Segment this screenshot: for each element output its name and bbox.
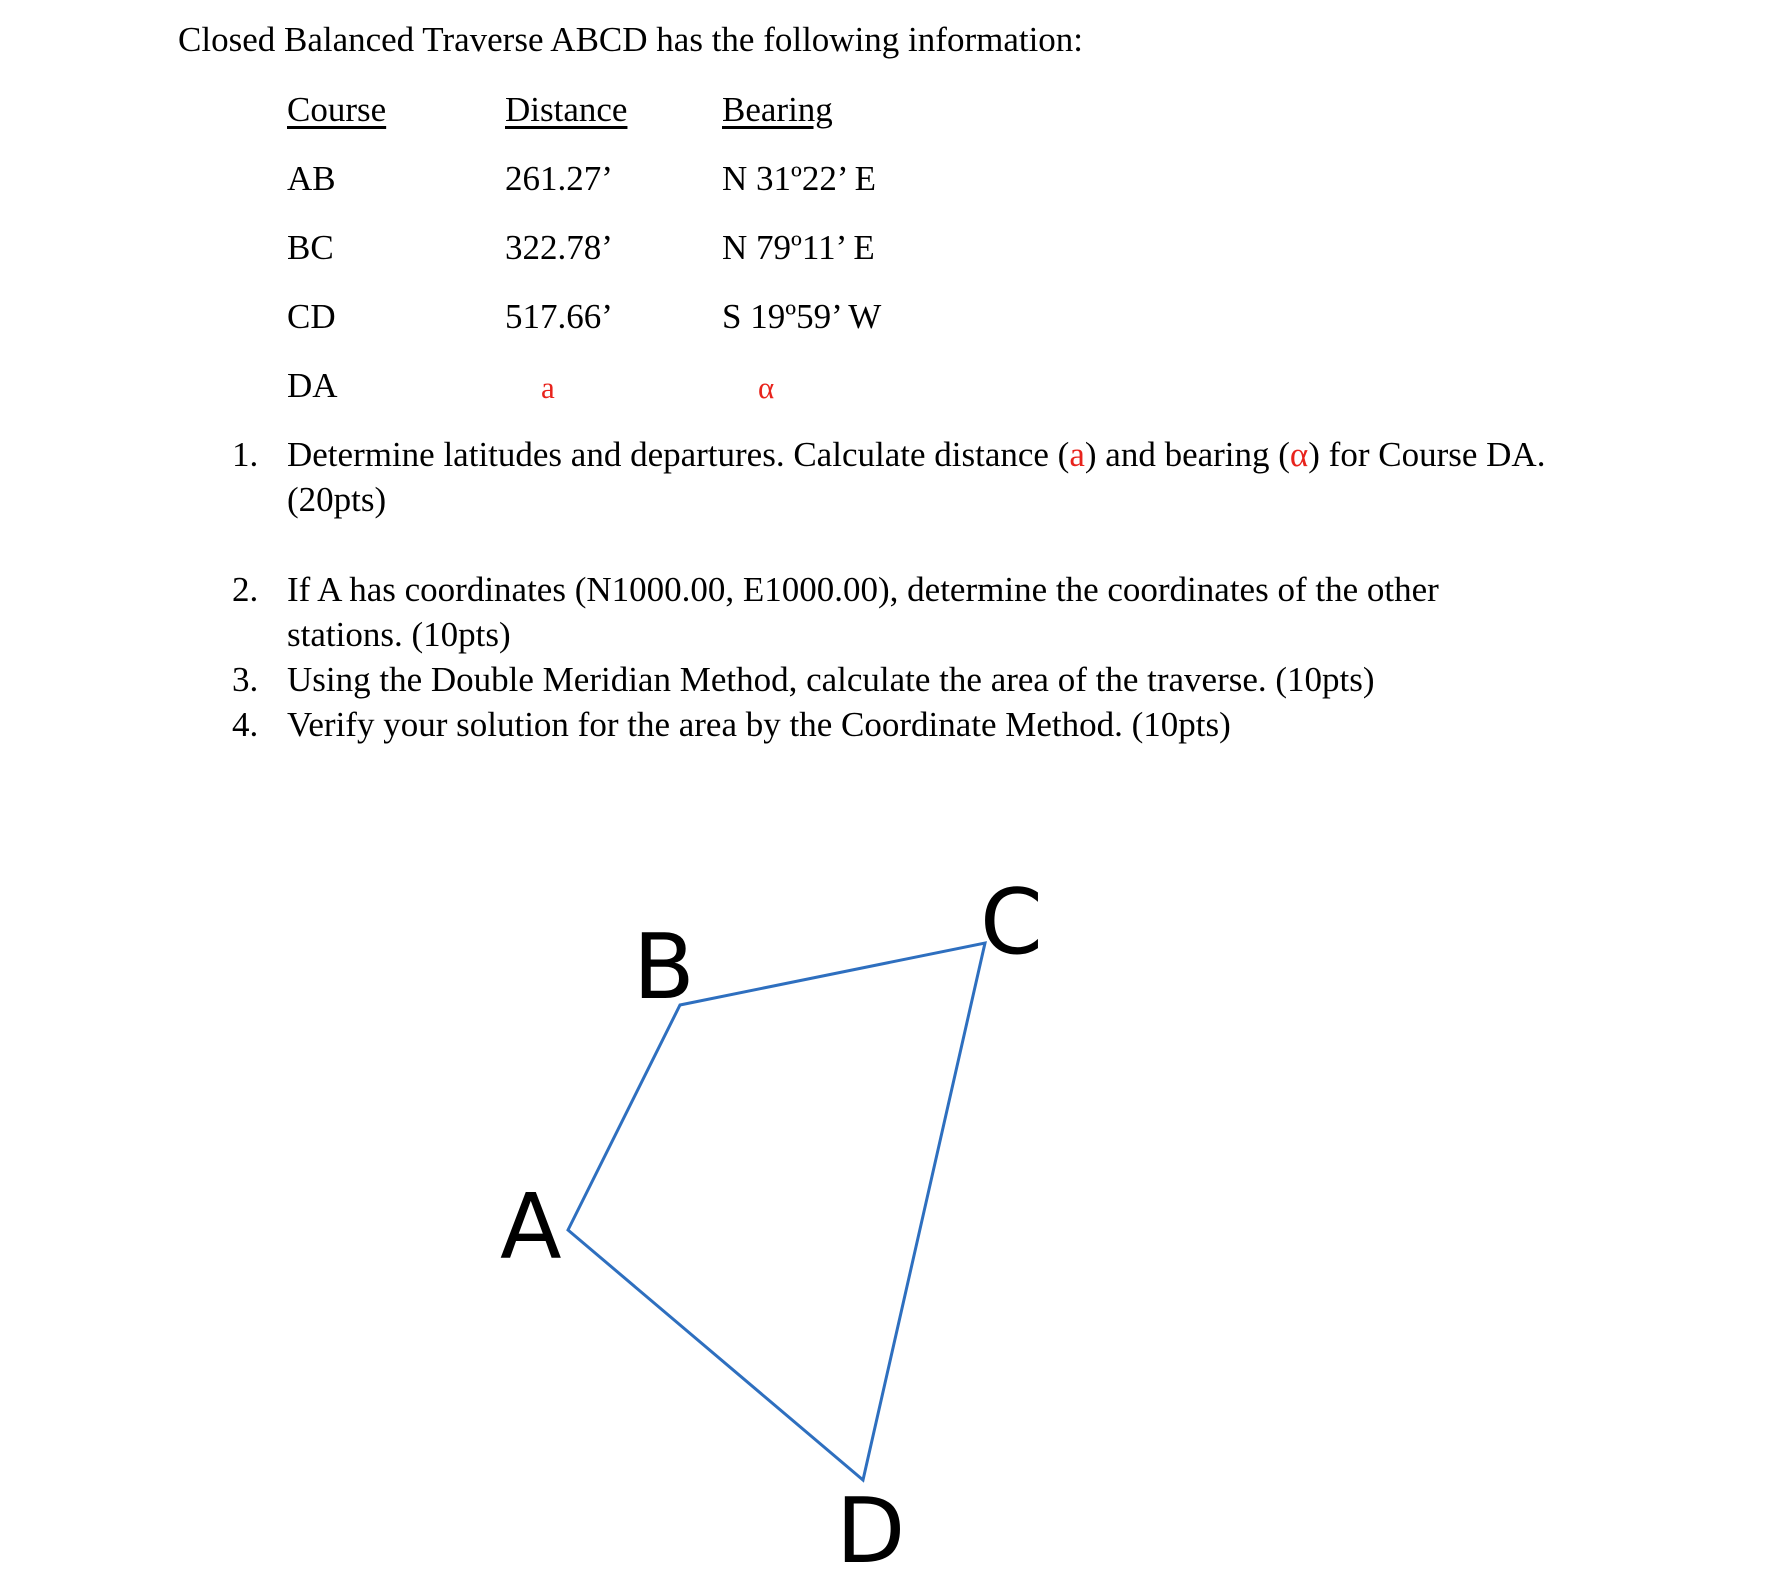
row-cd-course: CD	[287, 297, 336, 336]
header-distance: Distance	[505, 90, 628, 129]
row-ab-course: AB	[287, 159, 336, 198]
question-2-number: 2.	[232, 570, 259, 609]
row-ab-distance: 261.27’	[505, 159, 613, 198]
question-3-text: Using the Double Meridian Method, calculate the area of the traverse. (10pts)	[287, 660, 1375, 699]
header-bearing: Bearing	[722, 90, 833, 129]
vertex-label-d: D	[836, 1479, 906, 1581]
row-da-course: DA	[287, 366, 338, 405]
question-3-number: 3.	[232, 660, 259, 699]
question-4-text: Verify your solution for the area by the Coordinate Method. (10pts)	[287, 705, 1231, 744]
row-cd-bearing: S 19º59’ W	[722, 297, 882, 336]
question-2-text: If A has coordinates (N1000.00, E1000.00), determine the coordinates of the other	[287, 570, 1439, 609]
page-title: Closed Balanced Traverse ABCD has the following information:	[178, 20, 1084, 59]
question-1-part-2: ) and bearing (	[1084, 435, 1290, 474]
row-bc-bearing: N 79º11’ E	[722, 228, 875, 267]
row-da-bearing: α	[758, 370, 775, 405]
row-bc-distance: 322.78’	[505, 228, 613, 267]
row-bc-course: BC	[287, 228, 334, 267]
vertex-label-a: A	[500, 1175, 562, 1280]
question-1-part-1: Determine latitudes and departures. Calculate distance (	[287, 435, 1070, 474]
question-1-red-alpha: α	[1289, 435, 1309, 474]
question-1-red-a: a	[1069, 435, 1085, 474]
question-1-number: 1.	[232, 435, 259, 474]
row-ab-bearing: N 31º22’ E	[722, 159, 877, 198]
vertex-label-c: C	[980, 870, 1043, 975]
traverse-polygon	[568, 943, 985, 1480]
header-course: Course	[287, 90, 387, 129]
question-4-number: 4.	[232, 705, 259, 744]
question-1-part-3: ) for Course DA.	[1308, 435, 1546, 474]
vertex-label-b: B	[633, 915, 695, 1020]
question-2-line-2: stations. (10pts)	[287, 615, 511, 654]
row-da-distance: a	[541, 370, 555, 405]
row-cd-distance: 517.66’	[505, 297, 613, 336]
question-1-line-2: (20pts)	[287, 480, 387, 519]
